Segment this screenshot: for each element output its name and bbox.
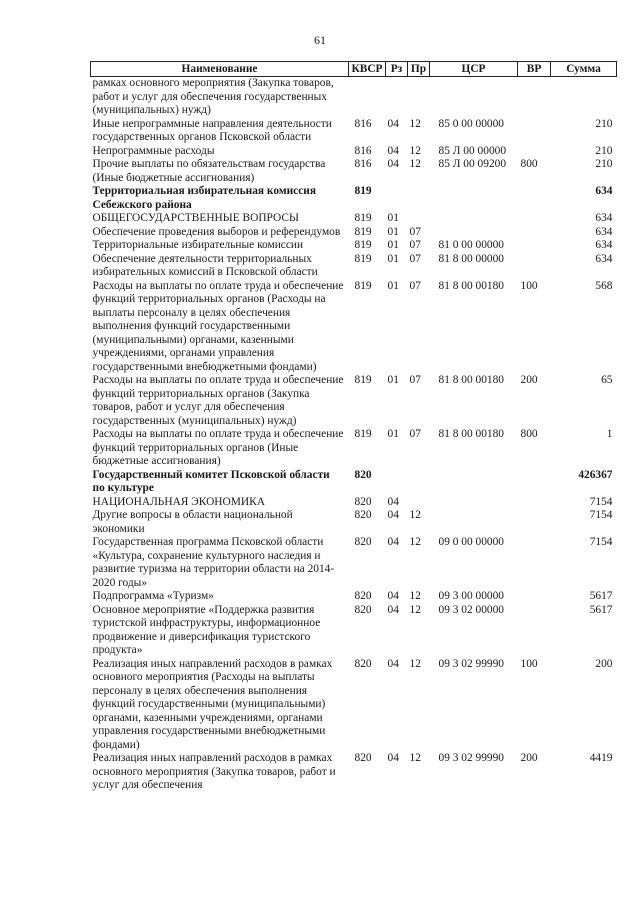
cell-csr: 81 8 00 00180 [438,279,504,292]
cell-name: Расходы на выплаты по оплате труда и обеспечение функций территориальных органов (Иные бюджетные ассигнования) [92,428,344,467]
table-row [91,604,617,658]
table-row [91,658,617,753]
cell-vr: 100 [520,279,538,292]
cell-rz: 04 [387,509,399,521]
cell-vr [518,118,551,145]
cell-csr: 81 8 00 00180 [438,428,504,440]
table-row [91,212,617,226]
cell-pr [408,212,430,226]
cell-csr: 09 3 02 99990 [438,657,504,670]
cell-sum: 426367 [578,468,613,481]
cell-rz: 04 [387,144,399,157]
header-rz: Рз [386,62,408,77]
cell-rz: 01 [387,374,399,386]
cell-name: Территориальная избирательная комиссия Себежского района [92,185,316,211]
cell-csr: 85 0 00 00000 [438,117,504,130]
table-row [91,509,617,536]
cell-rz: 04 [387,590,399,602]
cell-name: Другие вопросы в области национальной экономики [92,509,293,535]
cell-name: Государственная программа Псковской области «Культура, сохранение культурного наследия и развитие туризма на территории области на 2014-2020 годы» [92,536,335,589]
header-vr: ВР [518,62,551,77]
cell-rz: 04 [387,657,399,670]
cell-name: Подпрограмма «Туризм» [92,590,214,602]
cell-sum: 200 [595,657,613,670]
cell-vr [518,536,551,590]
cell-kvsr: 820 [354,468,372,481]
table-row [91,752,617,793]
cell-sum: 4419 [589,752,613,764]
cell-kvsr: 816 [354,117,372,130]
cell-vr [518,604,551,658]
cell-pr: 07 [409,239,421,251]
cell-csr: 09 3 00 00000 [438,590,504,602]
cell-name: Основное мероприятие «Поддержка развития туристской инфраструктуры, информационное продвижение и диверсификация туристского продукта» [92,603,321,656]
table-row [91,239,617,253]
cell-vr [518,145,551,159]
cell-kvsr: 816 [354,158,372,170]
cell-vr [518,469,551,496]
cell-kvsr [349,77,386,118]
header-pr: Пр [408,62,430,77]
cell-vr [518,590,551,604]
cell-vr [518,509,551,536]
cell-name: Государственный комитет Псковской области по культуре [92,468,330,494]
cell-sum [551,77,617,118]
header-sum: Сумма [551,62,617,77]
cell-sum: 634 [595,185,613,197]
table-row [91,590,617,604]
cell-rz: 01 [387,428,399,440]
table-row [91,536,617,590]
cell-sum: 210 [595,158,613,170]
cell-csr [430,509,518,536]
cell-rz [386,185,408,212]
table-row [91,118,617,145]
cell-name: рамках основного мероприятия (Закупка товаров, работ и услуг для обеспечения государственных (муниципальных) нужд) [92,77,334,116]
cell-rz: 01 [387,212,399,224]
cell-sum: 634 [595,212,613,224]
cell-csr [430,226,518,240]
cell-sum: 1 [606,428,613,440]
cell-vr [518,239,551,253]
cell-name: НАЦИОНАЛЬНАЯ ЭКОНОМИКА [92,495,265,508]
cell-vr [518,253,551,280]
cell-kvsr: 819 [354,428,372,440]
cell-csr [430,469,518,496]
cell-kvsr: 816 [354,144,372,157]
cell-csr [430,77,518,118]
cell-name: Реализация иных направлений расходов в рамках основного мероприятия (Закупка товаров, работ и услуг для обеспечения [92,752,336,791]
cell-sum: 634 [595,252,613,265]
cell-sum: 7154 [589,509,613,521]
table-row [91,145,617,159]
table-row [91,253,617,280]
cell-kvsr: 819 [354,225,372,238]
cell-sum: 210 [595,117,613,130]
cell-kvsr: 820 [354,657,372,670]
cell-name: ОБЩЕГОСУДАРСТВЕННЫЕ ВОПРОСЫ [92,212,299,224]
table-row [91,374,617,428]
cell-name: Расходы на выплаты по оплате труда и обеспечение функций территориальных органов (Закупка товаров, работ и услуг для обеспечения государственных (муниципальных) нужд) [92,374,344,427]
cell-rz: 04 [387,495,399,508]
cell-sum: 65 [601,374,613,386]
cell-kvsr: 820 [354,536,372,548]
cell-sum: 7154 [589,536,613,548]
cell-pr: 12 [409,509,421,521]
cell-rz: 04 [387,158,399,170]
cell-pr: 07 [409,225,421,238]
cell-csr: 09 3 02 99990 [438,752,504,764]
cell-pr: 12 [409,603,421,616]
table-header [91,62,617,77]
cell-kvsr: 819 [354,279,372,292]
table-row [91,226,617,240]
cell-rz: 01 [387,279,399,292]
cell-kvsr: 819 [354,185,372,197]
page-number: 61 [314,33,326,47]
cell-kvsr: 820 [354,509,372,521]
cell-kvsr: 819 [354,212,372,224]
cell-name: Прочие выплаты по обязательствам государства (Иные бюджетные ассигнования) [92,158,326,184]
header-kvsr: КВСР [349,62,386,77]
cell-name: Непрограммные расходы [92,144,215,157]
cell-vr [518,212,551,226]
cell-name: Расходы на выплаты по оплате труда и обеспечение функций территориальных органов (Расходы на выплаты персоналу в целях обеспечения выполнения функций государственными (муниципальными) органами, казенными учреждениями, органами управления государственными внебюджетными фондами) [92,279,344,373]
table-row [91,77,617,118]
cell-sum: 634 [595,239,613,251]
table-row [91,469,617,496]
cell-rz [386,469,408,496]
cell-kvsr: 820 [354,590,372,602]
cell-vr: 200 [520,752,538,764]
cell-pr: 07 [409,428,421,440]
cell-pr: 12 [409,117,421,130]
cell-vr: 800 [520,428,538,440]
cell-pr: 12 [409,590,421,602]
cell-pr: 12 [409,657,421,670]
table-row [91,185,617,212]
cell-pr [408,496,430,510]
cell-rz: 01 [387,239,399,251]
cell-rz: 04 [387,117,399,130]
cell-pr: 12 [409,752,421,764]
cell-pr [408,77,430,118]
cell-sum: 210 [595,144,613,157]
cell-csr: 81 8 00 00000 [438,252,504,265]
cell-kvsr: 819 [354,239,372,251]
cell-vr [518,185,551,212]
cell-kvsr: 819 [354,374,372,386]
cell-name: Обеспечение проведения выборов и референдумов [92,225,341,238]
cell-rz: 04 [387,536,399,548]
cell-csr [430,212,518,226]
table-body [91,77,617,793]
cell-pr: 07 [409,279,421,292]
header-row [91,62,617,77]
cell-csr: 09 3 02 00000 [438,603,504,616]
cell-rz: 04 [387,603,399,616]
cell-vr [518,77,551,118]
budget-table [90,61,617,793]
cell-sum: 5617 [589,603,613,616]
header-csr: ЦСР [430,62,518,77]
cell-vr [518,496,551,510]
cell-pr [408,469,430,496]
cell-sum: 7154 [589,495,613,508]
cell-name: Реализация иных направлений расходов в рамках основного мероприятия (Расходы на выплаты персоналу в целях обеспечения выполнения функций государственными (муниципальными) органами, казенными учреждениями, органами управления государственными внебюджетными фондами) [92,657,333,751]
cell-pr: 07 [409,374,421,386]
cell-csr: 81 8 00 00180 [438,374,504,386]
cell-pr: 12 [409,536,421,548]
cell-pr: 12 [409,158,421,170]
cell-name: Обеспечение деятельности территориальных избирательных комиссий в Псковской области [92,252,318,278]
cell-vr [518,226,551,240]
cell-sum: 634 [595,225,613,238]
table-row [91,158,617,185]
cell-csr: 85 Л 00 09200 [438,158,507,170]
table-row [91,496,617,510]
cell-name: Территориальные избирательные комиссии [92,239,304,251]
cell-csr: 85 Л 00 00000 [438,144,507,157]
cell-vr: 800 [520,158,538,170]
cell-csr [430,496,518,510]
cell-pr [408,185,430,212]
header-name: Наименование [91,62,349,77]
cell-pr: 12 [409,144,421,157]
cell-vr: 100 [520,657,538,670]
cell-csr: 09 0 00 00000 [438,536,504,548]
cell-rz: 04 [387,752,399,764]
cell-rz [386,77,408,118]
cell-sum: 5617 [589,590,613,602]
table-row [91,428,617,469]
cell-rz: 01 [387,225,399,238]
cell-rz: 01 [387,252,399,265]
cell-sum: 568 [595,279,613,292]
table-row [91,280,617,375]
cell-csr [430,185,518,212]
cell-name: Иные непрограммные направления деятельности государственных органов Псковской области [92,117,332,143]
cell-kvsr: 819 [354,252,372,265]
cell-kvsr: 820 [354,752,372,764]
cell-vr: 200 [520,374,538,386]
cell-csr: 81 0 00 00000 [438,239,504,251]
cell-kvsr: 820 [354,603,372,616]
cell-pr: 07 [409,252,421,265]
cell-kvsr: 820 [354,495,372,508]
